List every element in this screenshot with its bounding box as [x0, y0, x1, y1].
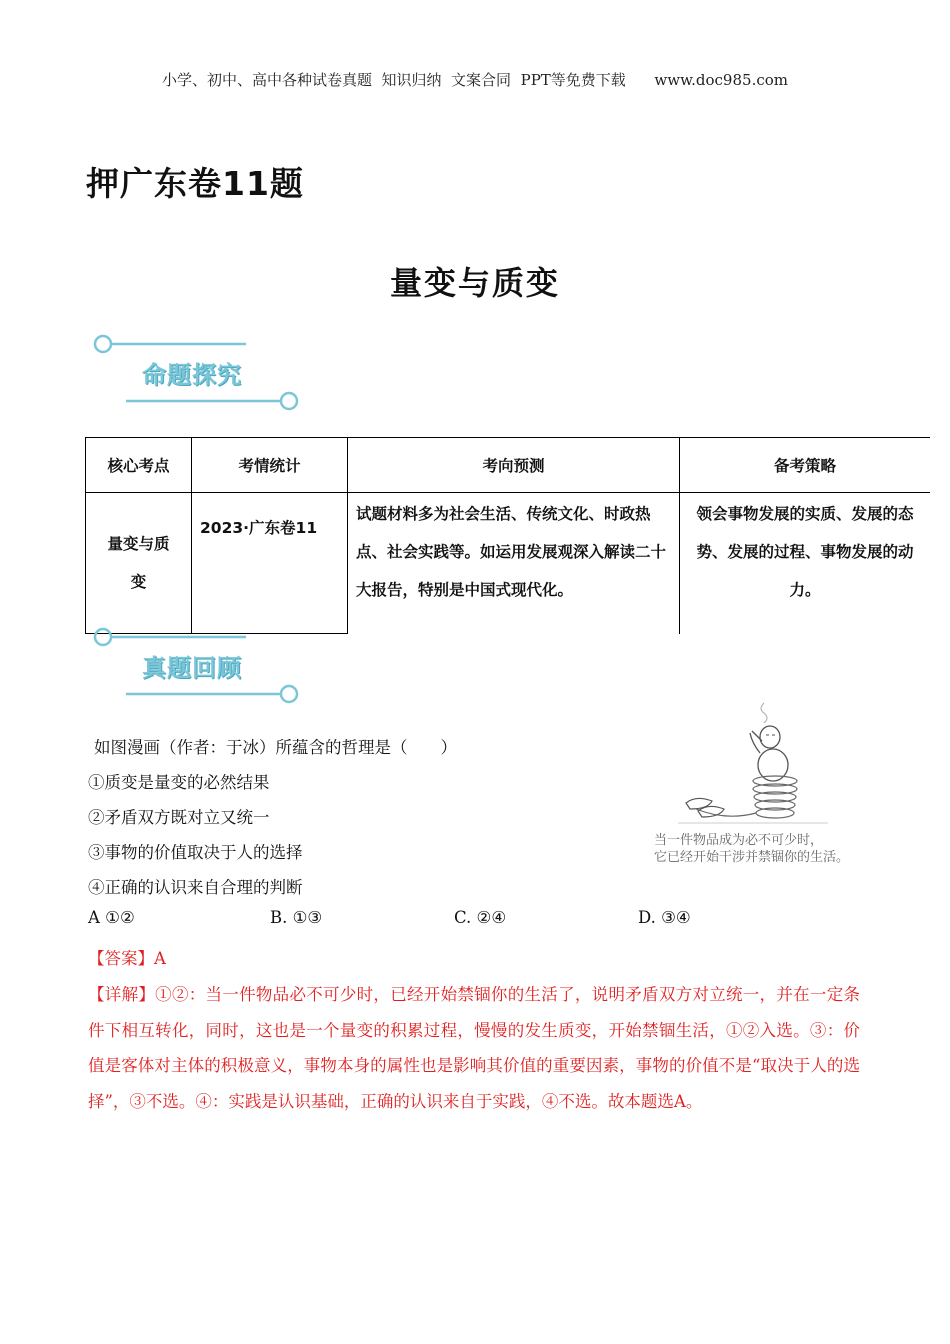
option-a: A ①② — [88, 908, 135, 927]
header-core-point: 核心考点 — [86, 438, 192, 493]
answer-value: A — [154, 949, 166, 968]
option-b: B. ①③ — [270, 908, 323, 927]
cartoon-caption-line1: 当一件物品成为必不可少时， — [654, 833, 824, 848]
explanation — [88, 977, 860, 1119]
cartoon-illustration — [648, 695, 858, 870]
cartoon-caption-line2: 它已经开始干涉并禁锢你的生活。 — [654, 850, 850, 865]
cell-strategy: 领会事物发展的实质、发展的态势、发展的过程、事物发展的动力。 — [680, 493, 931, 634]
question-item: ④正确的认识来自合理的判断 — [88, 878, 303, 897]
exam-analysis-table — [85, 437, 930, 634]
explanation-label: 【详解】 — [88, 985, 156, 1004]
table-header-row — [86, 438, 931, 493]
cell-core-point — [86, 493, 192, 634]
section-banner-review — [86, 620, 306, 706]
banner-label: 命题探究 — [142, 361, 242, 389]
answer-line — [88, 945, 166, 969]
question-item: ③事物的价值取决于人的选择 — [88, 843, 303, 862]
option-d: D. ③④ — [638, 908, 691, 927]
document-title: 押广东卷11题 — [86, 164, 304, 203]
cartoon-caption — [654, 832, 849, 866]
document-subtitle: 量变与质变 — [389, 264, 560, 302]
answer-label: 【答案】 — [88, 949, 154, 968]
cell-forecast: 试题材料多为社会生活、传统文化、时政热点、社会实践等。如运用发展观深入解读二十大报告，特别是中国式现代化。 — [348, 493, 680, 634]
header-statistics: 考情统计 — [192, 438, 348, 493]
explanation-text: ①②：当一件物品必不可少时，已经开始禁锢你的生活了，说明矛盾双方对立统一，并在一定条件下相互转化，同时，这也是一个量变的积累过程，慢慢的发生质变，开始禁锢生活，①②入选。③：价值是客体对主体的积极意义，事物本身的属性也是影响其价值的重要因素，事物的价值不是“取决于人的选择”，③不选。④：实践是认识基础，正确的认识来自于实践，④不选。故本题选A。 — [88, 985, 861, 1111]
page-header: 小学、初中、高中各种试卷真题 知识归纳 文案合同 PPT等免费下载 www.doc985.com — [161, 71, 788, 89]
option-c: C. ②④ — [454, 908, 507, 927]
header-forecast: 考向预测 — [348, 438, 680, 493]
answer-options — [88, 908, 848, 932]
cell-core-point-line2: 变 — [130, 573, 147, 591]
cartoon-drawing — [648, 695, 858, 830]
question-item: ②矛盾双方既对立又统一 — [88, 808, 270, 827]
banner-label: 真题回顾 — [142, 654, 242, 682]
question-stem: 如图漫画（作者：于冰）所蕴含的哲理是（ ） — [94, 738, 457, 757]
table-row — [86, 493, 931, 634]
header-strategy: 备考策略 — [680, 438, 931, 493]
section-banner-exploration — [86, 327, 306, 413]
cell-statistics: 2023·广东卷11 — [192, 493, 348, 634]
cell-core-point-line1: 量变与质 — [107, 535, 170, 553]
question-item: ①质变是量变的必然结果 — [88, 773, 270, 792]
